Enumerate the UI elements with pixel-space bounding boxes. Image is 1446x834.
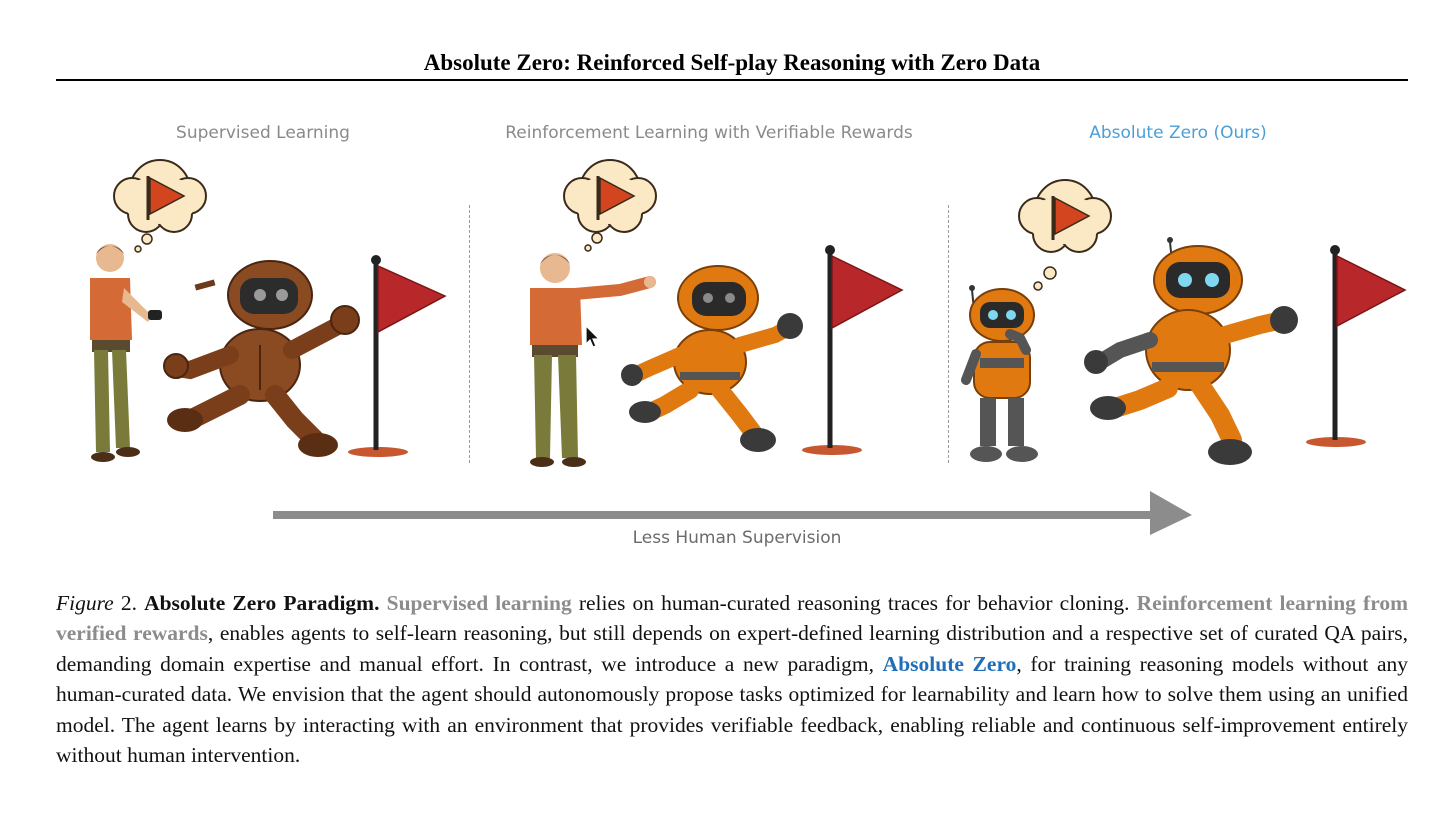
goal-flag-icon-1 — [348, 255, 445, 457]
large-running-robot-icon — [1084, 237, 1298, 465]
term-supervised-learning: Supervised learning — [386, 591, 572, 615]
panel-title-rlvr: Reinforcement Learning with Verifiable Rewards — [505, 123, 913, 143]
orange-robot-icon-1 — [621, 266, 803, 452]
goal-flag-icon-2 — [802, 245, 902, 455]
mouse-cursor-icon — [584, 324, 602, 350]
rusty-robot-icon — [164, 261, 359, 457]
small-thinking-robot-icon — [966, 285, 1038, 462]
caption-text-3: , for training reasoning models without any human-curated data. We envision that the agent should autonomously propose tasks optimized for learnability and learn how to solve them using an unified model. The agent learns by interacting with an environment that provides verifiable feedback, enabling reliable and continuous self-improvement entirely without human intervention. — [56, 651, 1408, 768]
human-supervisor-icon-2 — [530, 253, 656, 467]
goal-flag-icon-3 — [1306, 245, 1405, 447]
term-absolute-zero: Absolute Zero — [882, 651, 1017, 676]
panel-title-supervised: Supervised Learning — [176, 123, 350, 143]
panel-title-absolute-zero: Absolute Zero (Ours) — [1089, 123, 1267, 143]
thought-cloud-icon-2 — [564, 160, 656, 251]
arrow-label: Less Human Supervision — [632, 528, 842, 548]
header-rule — [56, 79, 1408, 81]
caption-text-2: , enables agents to self-learn reasoning, but still depends on expert-defined learning distribution and a respective set of curated QA pairs, demanding domain expertise and manual effort. In contrast, we introduce a new paradigm, — [56, 621, 1408, 676]
thought-cloud-icon-1 — [114, 160, 206, 252]
figure-illustration — [60, 150, 1410, 490]
paper-title: Absolute Zero: Reinforced Self-play Reasoning with Zero Data — [423, 50, 1041, 75]
figure-number: 2. — [113, 591, 145, 615]
caption-text-1: relies on human-curated reasoning traces for behavior cloning. — [571, 591, 1137, 615]
thought-cloud-icon-3 — [1019, 180, 1111, 290]
figure-caption — [56, 588, 1408, 770]
term-rlvr: Reinforcement learning from verified rewards — [56, 591, 1409, 646]
figure-label: Figure — [56, 591, 114, 615]
caption-heading: Absolute Zero Paradigm. — [144, 591, 380, 615]
human-supervisor-icon-1 — [90, 244, 162, 462]
